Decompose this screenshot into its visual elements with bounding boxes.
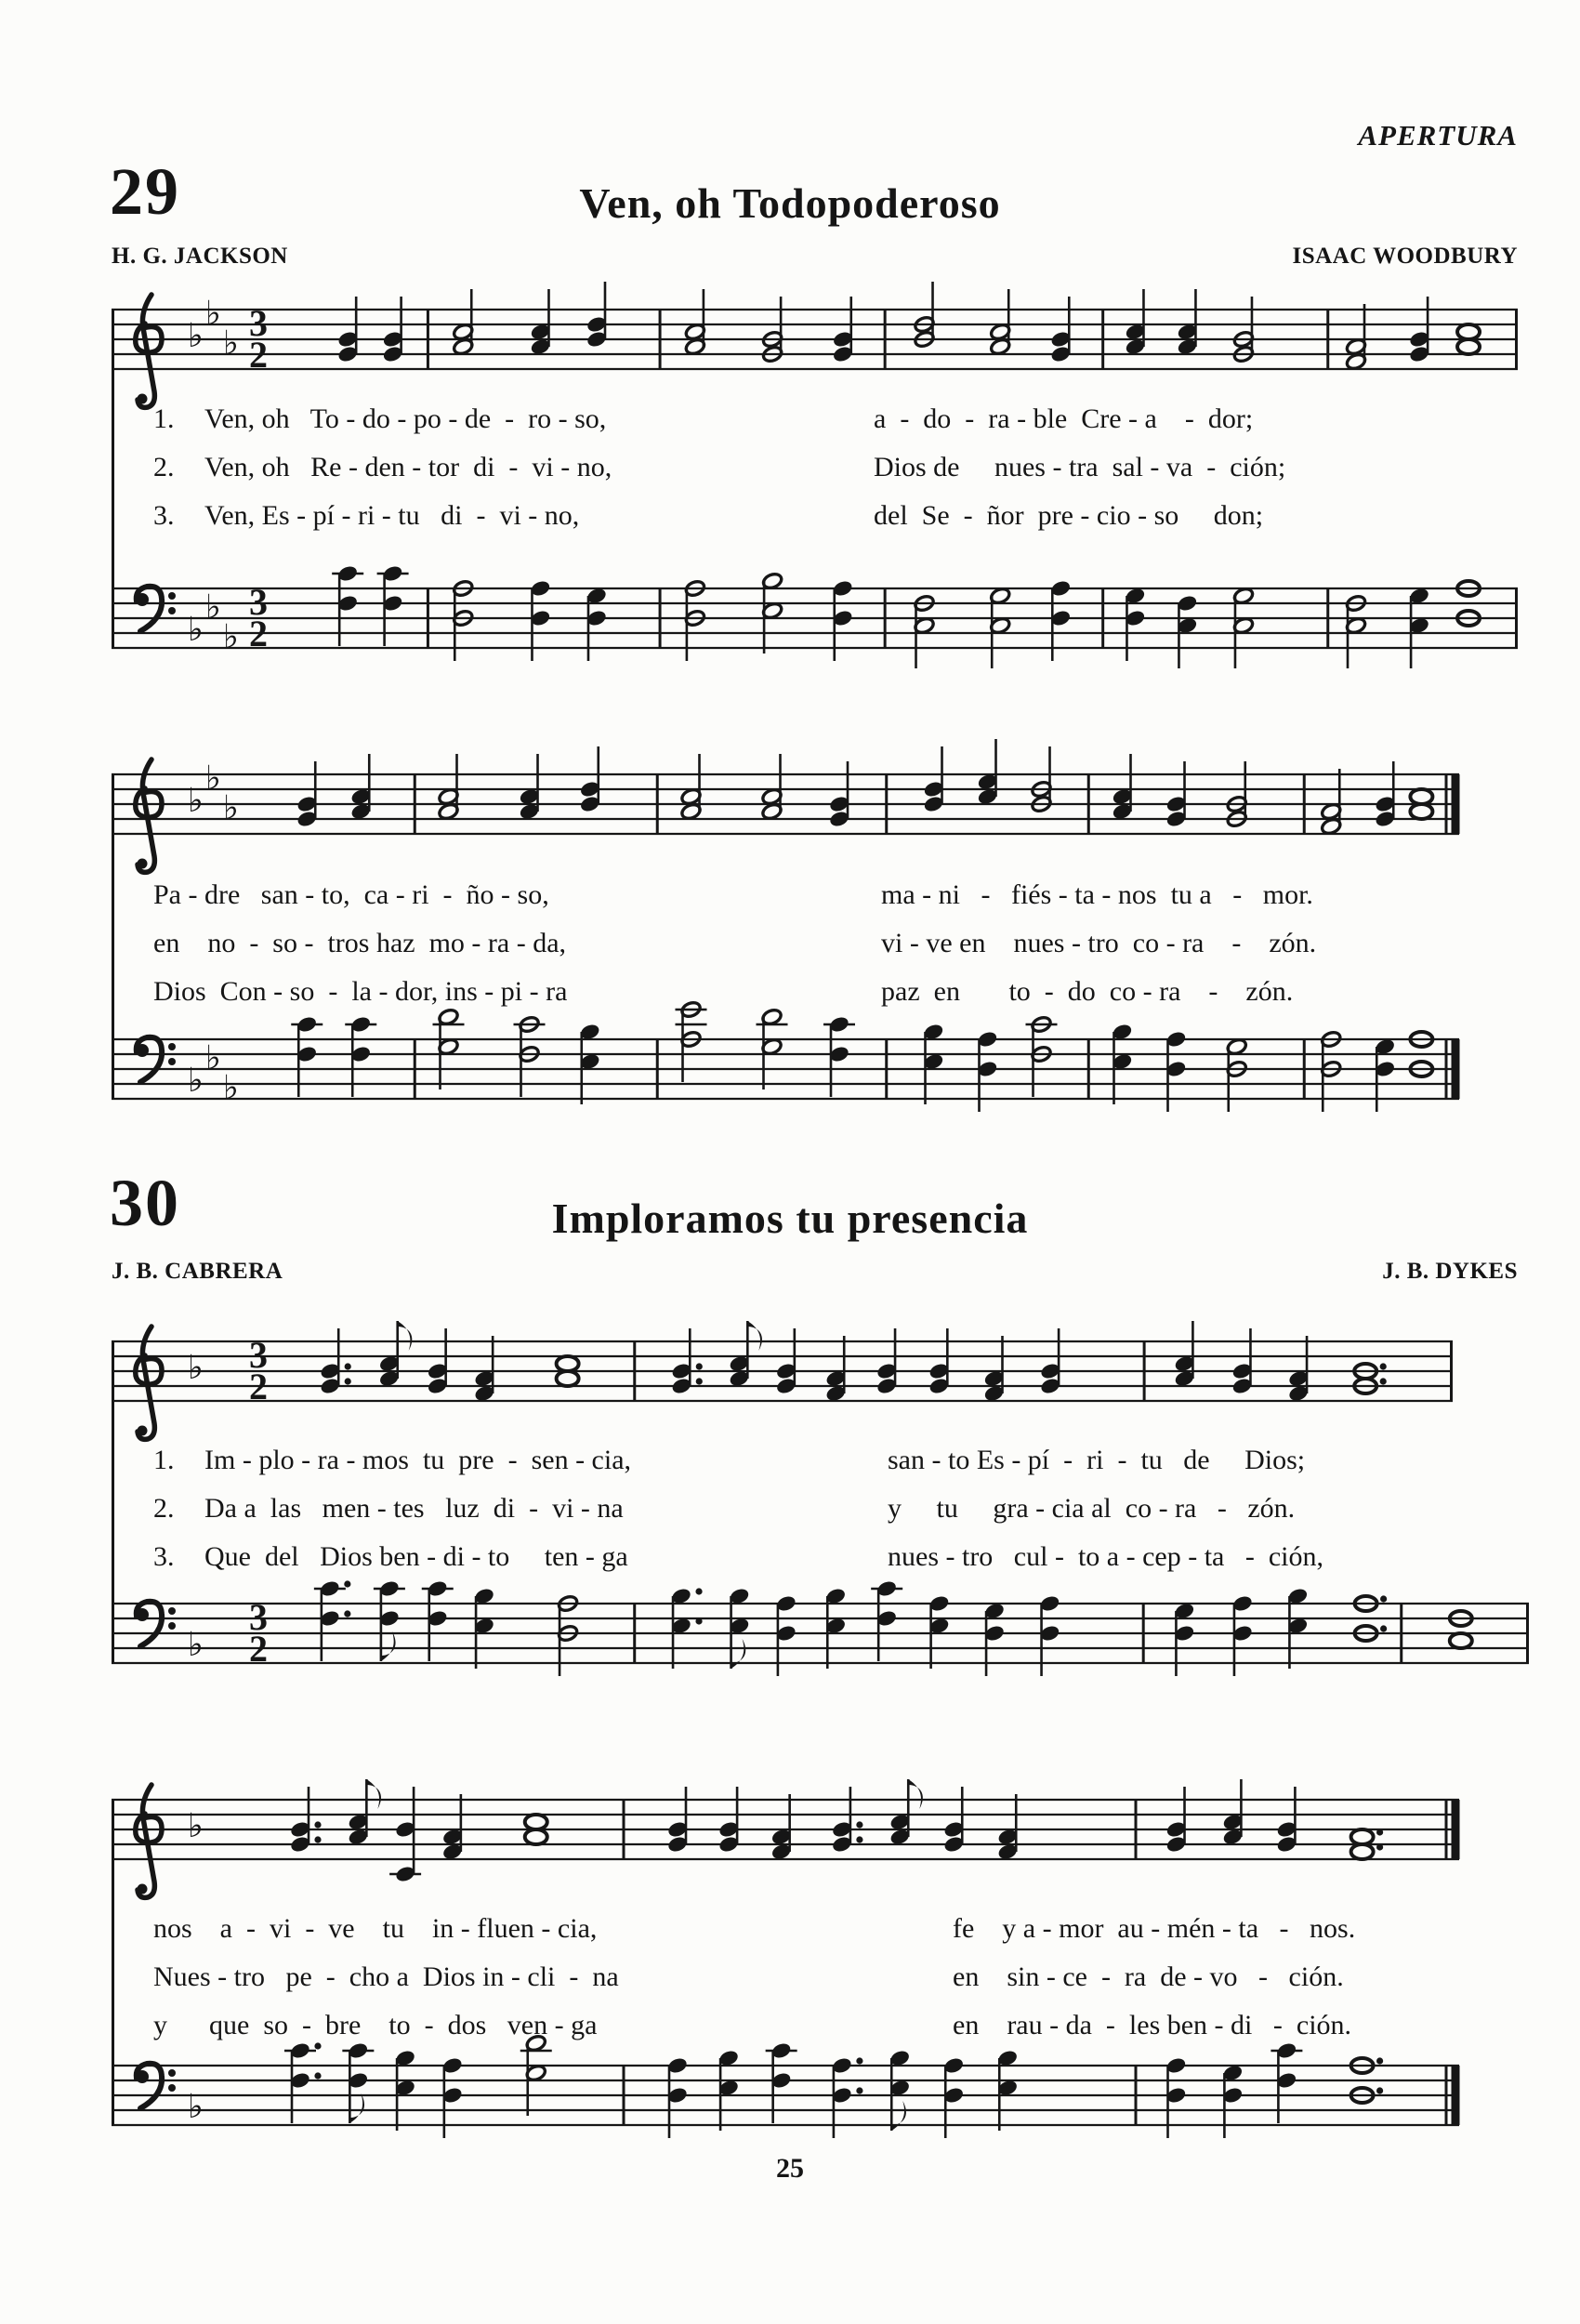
bass-clef-icon [137,1602,162,1646]
whole-note-head [525,1829,547,1844]
whole-note-head [1410,804,1432,819]
flat-icon: ♭ [188,317,204,355]
augmentation-dot [1376,1843,1383,1850]
augmentation-dot [345,1378,351,1384]
author-30: J. B. CABRERA [112,1259,283,1284]
augmentation-dot [856,1836,862,1842]
eighth-flag [381,1631,396,1661]
hymn-title-30: Imploramos tu presencia [551,1195,1029,1242]
verse-number: 2. [153,1493,175,1524]
bass-clef-icon [168,1058,176,1065]
augmentation-dot [856,2057,862,2064]
augmentation-dot [1380,1363,1387,1369]
lyric-line [112,1913,1534,1961]
lyric-phrase-left: y que so - bre to - dos ven - ga [153,2010,598,2040]
time-signature-denominator: 2 [249,1366,268,1407]
lyric-line [112,928,1534,976]
composer-30: J. B. DYKES [1382,1259,1518,1284]
lyric-phrase-right: en rau - da - les ben - di - ción. [953,2010,1352,2040]
lyric-line [112,1445,1534,1493]
bass-clef-icon [168,2069,176,2077]
lyric-line [112,1961,1534,2010]
eighth-flag [349,2093,364,2123]
bass-clef-icon [137,2064,162,2108]
lyric-phrase-right: en sin - ce - ra de - vo - ción. [953,1961,1344,1992]
bass-clef-icon [137,587,162,631]
time-signature-numerator: 3 [249,1334,268,1376]
lyric-line [112,2010,1534,2058]
flat-icon: ♭ [205,588,221,627]
verse-number: 3. [153,1541,175,1572]
lyric-line [112,879,1534,928]
flat-icon: ♭ [188,782,204,820]
augmentation-dot [314,1836,321,1842]
lyric-line [112,1493,1534,1541]
lyric-phrase-right: fe y a - mor au - mén - ta - nos. [953,1913,1356,1944]
augmentation-dot [1380,1378,1387,1384]
whole-note-head [1351,1844,1374,1859]
treble-clef-icon [138,394,148,404]
augmentation-dot [1380,1625,1387,1631]
whole-note-head [525,1815,547,1829]
augmentation-dot [1376,1829,1383,1835]
lyric-phrase-left: Ven, oh Re - den - tor di - vi - no, [204,452,612,482]
hymn-number-29: 29 [110,154,180,229]
eighth-flag [908,1779,923,1809]
lyric-phrase-left: Dios Con - so - la - dor, ins - pi - ra [153,976,568,1007]
time-signature-numerator: 3 [249,581,268,623]
verse-number: 2. [153,452,175,482]
lyric-phrase-right: vi - ve en nues - tro co - ra - zón. [881,928,1317,958]
lyric-phrase-left: en no - so - tros haz mo - ra - da, [153,928,567,958]
credits-30 [112,1259,1518,1285]
lyric-phrase-left: Pa - dre san - to, ca - ri - ño - so, [153,879,549,910]
augmentation-dot [696,1378,703,1384]
page-number: 25 [776,2153,804,2184]
hymn-title-29: Ven, oh Todopoderoso [579,179,1001,227]
lyric-line [112,976,1534,1024]
bass-clef-icon [168,1043,176,1050]
flat-icon: ♭ [188,2088,204,2126]
lyric-phrase-right: san - to Es - pí - ri - tu de Dios; [888,1445,1306,1475]
lyric-line [112,452,1534,500]
time-signature-numerator: 3 [249,1596,268,1638]
flat-icon: ♭ [223,789,239,827]
lyric-phrase-right: del Se - ñor pre - cio - so don; [874,500,1264,531]
credits-29 [112,244,1518,270]
lyric-phrase-right: a - do - ra - ble Cre - a - dor; [874,403,1254,434]
verse-block-29-top [112,403,1534,548]
time-signature-denominator: 2 [249,613,268,654]
bass-clef-icon [168,2084,176,2092]
lyric-phrase-right: Dios de nues - tra sal - va - ción; [874,452,1286,482]
augmentation-dot [314,1821,321,1828]
flat-icon: ♭ [205,759,221,798]
lyric-phrase-right: paz en to - do co - ra - zón. [881,976,1294,1007]
time-signature-numerator: 3 [249,302,268,344]
eighth-flag [398,1321,413,1351]
bass-clef-icon [168,607,176,614]
eighth-flag [366,1779,381,1809]
verse-block-29-bottom [112,879,1534,1024]
treble-clef-icon [138,1884,148,1895]
bass-clef-icon [168,1607,176,1615]
augmentation-dot [344,1610,350,1617]
bass-clef-icon [168,592,176,600]
lyric-phrase-left: Da a las men - tes luz di - vi - na [204,1493,624,1524]
verse-number: 1. [153,403,175,434]
augmentation-dot [1376,2087,1383,2093]
lyric-phrase-left: Ven, oh To - do - po - de - ro - so, [204,403,607,434]
flat-icon: ♭ [188,1807,204,1845]
lyric-phrase-right: nues - tro cul - to a - cep - ta - ción, [888,1541,1323,1572]
bass-clef-icon [137,1037,162,1082]
composer-29: ISAAC WOODBURY [1292,244,1518,269]
whole-note-head [1450,1633,1472,1648]
augmentation-dot [856,1821,862,1828]
whole-note-head [557,1371,579,1386]
lyric-phrase-right: y tu gra - cia al co - ra - zón. [888,1493,1296,1524]
verse-number: 3. [153,500,175,531]
author-29: H. G. JACKSON [112,244,288,269]
verse-block-30-bottom [112,1913,1534,2058]
lyric-phrase-left: Nues - tro pe - cho a Dios in - cli - na [153,1961,619,1992]
flat-icon: ♭ [223,618,239,656]
verse-block-30-top [112,1445,1534,1590]
eighth-flag [731,1639,746,1669]
lyric-phrase-left: Ven, Es - pí - ri - tu di - vi - no, [204,500,580,531]
eighth-flag [747,1321,762,1351]
flat-icon: ♭ [188,1626,204,1664]
flat-icon: ♭ [223,1069,239,1107]
eighth-flag [891,2101,906,2131]
running-head: APERTURA [1358,119,1518,152]
lyric-line [112,403,1534,452]
augmentation-dot [856,2087,862,2093]
time-signature-denominator: 2 [249,334,268,376]
flat-icon: ♭ [205,295,221,333]
lyric-phrase-left: Im - plo - ra - mos tu pre - sen - cia, [204,1445,632,1475]
flat-icon: ♭ [205,1039,221,1077]
lyric-phrase-left: Que del Dios ben - di - to ten - ga [204,1541,628,1572]
augmentation-dot [1380,1595,1387,1602]
augmentation-dot [314,2072,321,2079]
whole-note-head [1457,324,1480,339]
verse-number: 1. [153,1445,175,1475]
whole-note-head [557,1356,579,1371]
treble-clef-icon [138,1426,148,1436]
lyric-line [112,1541,1534,1590]
bass-clef-icon [168,1622,176,1630]
flat-icon: ♭ [223,324,239,363]
hymn-number-30: 30 [110,1166,180,1240]
augmentation-dot [345,1363,351,1369]
whole-note-head [1457,339,1480,354]
lyric-line [112,500,1534,548]
whole-note-head [1351,1829,1374,1844]
flat-icon: ♭ [188,1349,204,1387]
whole-note-head [1410,789,1432,804]
lyric-phrase-right: ma - ni - fiés - ta - nos tu a - mor. [881,879,1313,910]
augmentation-dot [1376,2057,1383,2064]
augmentation-dot [696,1363,703,1369]
augmentation-dot [695,1618,702,1624]
flat-icon: ♭ [188,1062,204,1100]
treble-clef-icon [138,859,148,869]
flat-icon: ♭ [188,611,204,649]
lyric-phrase-left: nos a - vi - ve tu in - fluen - cia, [153,1913,598,1944]
time-signature-denominator: 2 [249,1628,268,1670]
